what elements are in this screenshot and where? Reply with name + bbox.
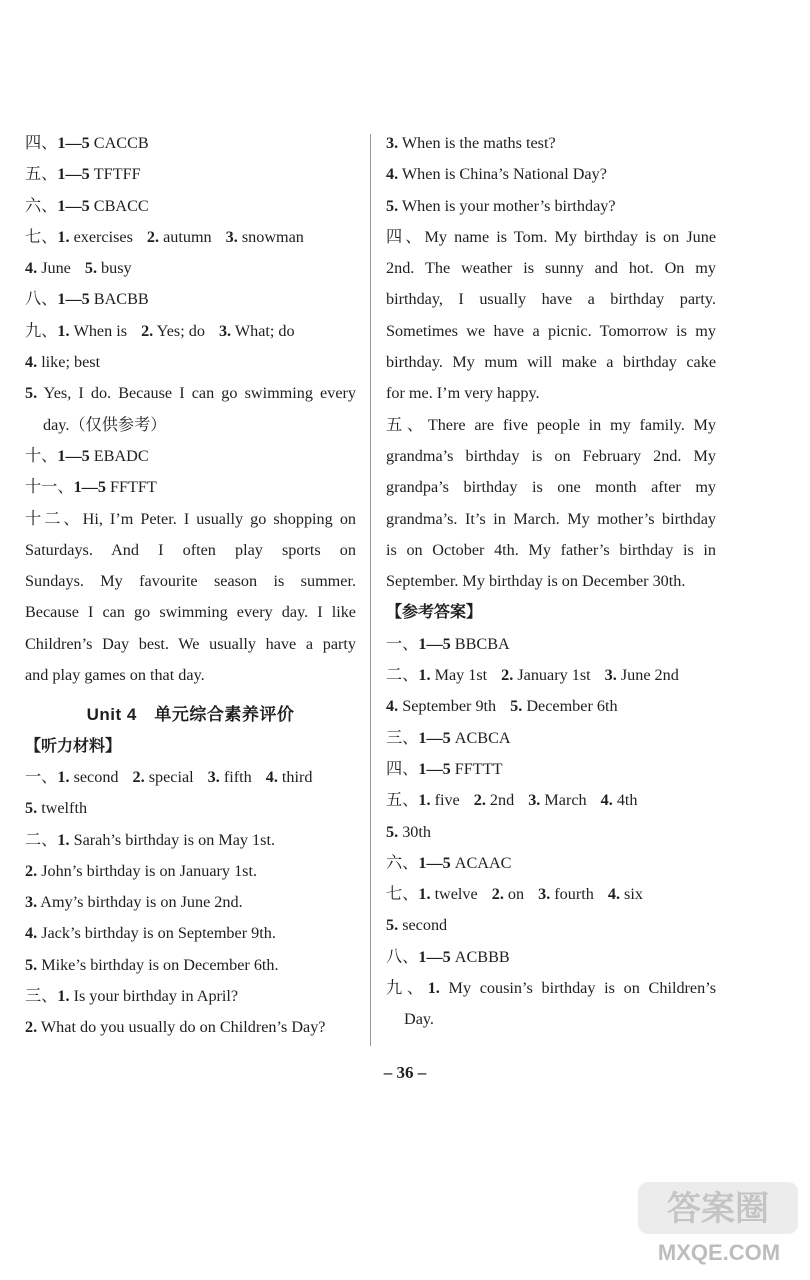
passage-line: birthday, I usually have a birthday party.	[386, 290, 716, 309]
answer-text: John’s birthday is on January 1st.	[37, 861, 258, 880]
answer-line	[25, 284, 356, 315]
item-range: 1—5	[73, 478, 106, 497]
answer-text: TFTFF	[89, 165, 141, 184]
passage-line	[25, 504, 356, 535]
answer-line	[386, 128, 716, 159]
answer-text: special	[144, 767, 194, 786]
item-number: 3.	[528, 791, 541, 810]
answer-text: fifth	[219, 767, 252, 786]
item-number: 1.	[427, 979, 440, 998]
answer-text: exercises	[69, 227, 133, 246]
answer-text: FFTFT	[105, 478, 157, 497]
item-number: 1.	[57, 321, 70, 340]
item-number: 4.	[607, 885, 620, 904]
item-number: 4.	[386, 165, 399, 184]
section-label: 六、	[25, 196, 58, 215]
answer-line: Day.	[404, 1010, 434, 1029]
passage-line	[386, 222, 716, 253]
item-number: 4.	[25, 259, 38, 278]
answer-text: third	[277, 767, 313, 786]
item-number: 5.	[386, 916, 399, 935]
item-number: 2.	[473, 791, 486, 810]
answer-text: Sarah’s birthday is on May 1st.	[69, 830, 275, 849]
answer-text: BACBB	[89, 290, 149, 309]
item-number: 3.	[225, 227, 238, 246]
passage-line: and play games on that day.	[25, 666, 205, 685]
answer-text: January 1st	[513, 666, 591, 685]
answer-text: Jack’s birthday is on September 9th.	[37, 924, 276, 943]
item-range: 1—5	[57, 290, 90, 309]
item-number: 2.	[132, 767, 145, 786]
answer-line	[386, 973, 716, 1004]
item-range: 1—5	[418, 634, 451, 653]
answer-text: May 1st	[430, 666, 488, 685]
item-range: 1—5	[418, 853, 451, 872]
section-label: 五、	[25, 165, 58, 184]
passage-line: grandma’s. It’s in March. My mother’s birthday	[386, 509, 716, 528]
item-number: 3.	[538, 885, 551, 904]
passage-text: Hi, I’m Peter. I usually go shopping on	[82, 509, 357, 528]
item-number: 4.	[25, 353, 38, 372]
item-number: 2.	[501, 666, 514, 685]
answer-line	[386, 785, 716, 816]
item-number: 5.	[510, 697, 523, 716]
item-number: 3.	[25, 893, 38, 912]
section-label: 三、	[25, 987, 58, 1006]
answer-line	[386, 159, 716, 190]
section-label: 九、	[386, 979, 428, 998]
section-label: 二、	[25, 830, 58, 849]
answer-line	[25, 316, 356, 347]
passage-line: Saturdays. And I often play sports on	[25, 540, 356, 559]
answer-text: second	[398, 916, 448, 935]
watermark-logo-text: 答案圈	[667, 1189, 769, 1229]
answer-text: ACAAC	[450, 853, 512, 872]
answer-line	[386, 660, 716, 691]
section-label: 八、	[25, 290, 58, 309]
section-label: 七、	[386, 885, 419, 904]
item-number: 1.	[418, 666, 431, 685]
answer-line	[25, 128, 356, 159]
answer-text: like; best	[37, 353, 101, 372]
answer-line	[25, 918, 356, 949]
answer-line	[386, 848, 716, 879]
section-label: 一、	[25, 767, 58, 786]
section-label: 四、	[25, 134, 58, 152]
item-range: 1—5	[418, 947, 451, 966]
section-label: 一、	[386, 634, 419, 653]
answer-line	[25, 191, 356, 222]
answer-text: FFTTT	[450, 759, 503, 778]
answer-text: busy	[97, 259, 132, 278]
passage-line	[386, 410, 716, 441]
watermark-url: MXQE.COM	[657, 1240, 781, 1265]
answer-text: 2nd	[485, 791, 515, 810]
answer-text: March	[540, 791, 587, 810]
right-column	[386, 128, 716, 1036]
answer-line	[25, 441, 356, 472]
item-number: 4.	[25, 924, 38, 943]
passage-text: There are five people in my family. My	[427, 415, 716, 434]
answers-heading: 【参考答案】	[386, 604, 483, 622]
answer-text: on	[503, 885, 525, 904]
answer-line	[386, 942, 716, 973]
section-label: 三、	[386, 728, 419, 747]
answer-text: Amy’s birthday is on June 2nd.	[37, 893, 243, 912]
item-number: 4.	[386, 697, 399, 716]
answer-text: 30th	[398, 822, 431, 841]
answer-text: Yes, I do. Because I can go swimming every	[37, 384, 356, 403]
item-number: 1.	[57, 767, 70, 786]
item-number: 2.	[25, 861, 38, 880]
answer-line	[25, 253, 356, 284]
item-number: 2.	[146, 227, 160, 246]
section-label: 七、	[25, 227, 58, 246]
watermark-logo	[634, 1176, 804, 1268]
answer-text: When is China’s National Day?	[398, 165, 607, 184]
answer-line: day.（仅供参考）	[43, 415, 167, 434]
answer-line	[386, 191, 716, 222]
passage-line: is on October 4th. My father’s birthday is in	[386, 540, 716, 559]
item-range: 1—5	[418, 759, 451, 778]
passage-line: Sometimes we have a picnic. Tomorrow is my	[386, 321, 716, 340]
item-number: 1.	[57, 830, 70, 849]
answer-text: June 2nd	[616, 666, 679, 685]
answer-line	[25, 347, 356, 378]
item-number: 5.	[25, 384, 38, 403]
item-number: 1.	[418, 791, 431, 810]
answer-text: Is your birthday in April?	[69, 987, 239, 1006]
column-divider	[370, 134, 371, 1046]
section-label: 十一、	[25, 478, 74, 497]
answer-line	[25, 950, 356, 981]
answer-text: When is your mother’s birthday?	[398, 196, 616, 215]
passage-line: September. My birthday is on December 30th.	[386, 572, 686, 591]
answer-text: twelve	[430, 885, 478, 904]
answer-text: June	[37, 259, 71, 278]
answer-line	[386, 817, 716, 848]
answer-line	[25, 222, 356, 253]
answer-text: twelfth	[37, 799, 88, 818]
answer-line	[25, 887, 356, 918]
answer-line	[386, 691, 716, 722]
answer-line	[25, 472, 356, 503]
item-number: 1.	[418, 885, 431, 904]
answer-text: Yes; do	[153, 321, 205, 340]
item-number: 5.	[84, 259, 97, 278]
passage-line: for me. I’m very happy.	[386, 384, 540, 403]
item-number: 1.	[57, 227, 70, 246]
item-number: 5.	[386, 822, 399, 841]
section-label: 九、	[25, 321, 58, 340]
answer-text: When is	[69, 321, 128, 340]
answer-line	[25, 793, 356, 824]
answer-text: BBCBA	[450, 634, 510, 653]
item-number: 5.	[386, 196, 399, 215]
answer-text: What; do	[231, 321, 295, 340]
item-number: 3.	[218, 321, 232, 340]
section-label: 四、	[386, 759, 419, 778]
answer-line	[25, 378, 356, 409]
answer-text: fourth	[550, 885, 594, 904]
page-number: – 36 –	[383, 1063, 427, 1082]
answer-line	[386, 910, 716, 941]
section-label: 六、	[386, 853, 419, 872]
answer-line	[25, 159, 356, 190]
item-number: 1.	[57, 987, 70, 1006]
section-label: 五、	[386, 415, 428, 434]
item-number: 4.	[265, 767, 278, 786]
item-number: 5.	[25, 955, 38, 974]
left-column	[25, 128, 356, 1044]
answer-text: September 9th	[398, 697, 497, 716]
answer-text: Mike’s birthday is on December 6th.	[37, 955, 279, 974]
answer-text: ACBCA	[450, 728, 511, 747]
answer-text: autumn	[159, 227, 212, 246]
answer-text: snowman	[237, 227, 304, 246]
item-range: 1—5	[57, 165, 90, 184]
answer-text: My cousin’s birthday is on Children’s	[439, 979, 717, 998]
answer-text: five	[430, 791, 460, 810]
answer-line	[25, 762, 356, 793]
section-label: 五、	[386, 791, 419, 810]
answer-text: ACBBB	[450, 947, 510, 966]
answer-line	[25, 981, 356, 1012]
passage-line: grandpa’s birthday is one month after my	[386, 478, 716, 497]
item-number: 3.	[386, 134, 399, 152]
passage-line: Sundays. My favourite season is summer.	[25, 572, 356, 591]
answer-text: What do you usually do on Children’s Day?	[37, 1018, 326, 1037]
answer-line	[386, 723, 716, 754]
item-number: 4.	[600, 791, 613, 810]
passage-line: Children’s Day best. We usually have a party	[25, 634, 356, 653]
answer-line	[386, 754, 716, 785]
section-label: 八、	[386, 947, 419, 966]
unit-title: Unit 4 单元综合素养评价	[86, 705, 295, 725]
item-range: 1—5	[57, 196, 90, 215]
answer-text: second	[69, 767, 119, 786]
item-range: 1—5	[57, 134, 90, 152]
passage-line: birthday. My mum will make a birthday cake	[386, 353, 716, 372]
passage-line: 2nd. The weather is sunny and hot. On my	[386, 259, 716, 278]
answer-line	[25, 825, 356, 856]
answer-line	[25, 1012, 356, 1043]
section-label: 二、	[386, 666, 419, 685]
answer-text: EBADC	[89, 446, 149, 465]
answer-text: CACCB	[89, 134, 149, 152]
answer-text: December 6th	[522, 697, 618, 716]
answer-line	[386, 629, 716, 660]
item-number: 5.	[25, 799, 38, 818]
passage-line: grandma’s birthday is on February 2nd. My	[386, 446, 716, 465]
item-number: 2.	[491, 885, 504, 904]
listening-heading: 【听力材料】	[25, 737, 122, 755]
item-number: 2.	[141, 321, 154, 340]
answer-text: six	[619, 885, 643, 904]
section-label: 十二、	[25, 509, 83, 528]
item-number: 3.	[207, 767, 220, 786]
answer-text: When is the maths test?	[398, 134, 556, 152]
answer-text: 4th	[612, 791, 638, 810]
section-label: 十、	[25, 446, 58, 465]
answer-text: CBACC	[89, 196, 149, 215]
passage-text: My name is Tom. My birthday is on June	[424, 227, 716, 246]
answer-line	[386, 879, 716, 910]
item-range: 1—5	[418, 728, 451, 747]
answer-line	[25, 856, 356, 887]
item-number: 3.	[604, 666, 617, 685]
section-label: 四、	[386, 227, 425, 246]
item-range: 1—5	[57, 446, 90, 465]
passage-line: Because I can go swimming every day. I like	[25, 603, 356, 622]
item-number: 2.	[25, 1018, 38, 1037]
